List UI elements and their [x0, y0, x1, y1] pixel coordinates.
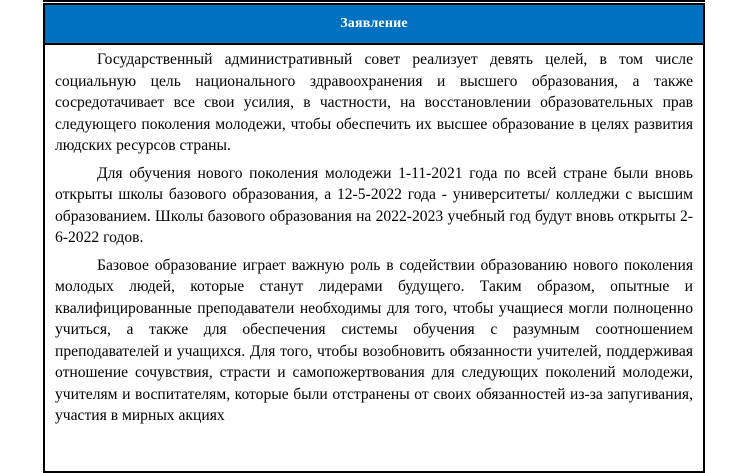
top-border-rule	[43, 0, 705, 2]
statement-header	[45, 5, 703, 45]
paragraph-1: Государственный административный совет реализует девять целей, в том числе социальную цель национального здравоохранения и высшего образования, а также сосредотачивает все свои усилия, в частности, на восстановлении образовательных прав следующего поколения молодежи, чтобы обеспечить их высшее образование в целях развития людских ресурсов страны.	[55, 51, 693, 154]
statement-title: Заявление	[340, 16, 408, 31]
paragraph-2: Для обучения нового поколения молодежи 1-11-2021 года по всей стране были вновь открыты школы базового образования, а 12-5-2022 года - университеты/ колледжи с высшим образованием. Школы базового образования на 2022-2023 учебный год будут вновь открыты 2-6-2022 годов.	[55, 164, 693, 246]
paragraph-3: Базовое образование играет важную роль в содействии образованию нового поколения молодых людей, которые станут лидерами будущего. Таким образом, опытные и квалифицированные преподаватели необходимы для того, чтобы учащиеся могли полноценно учиться, а также для обеспечения системы обучения с разумным соотношением преподавателей и учащихся. Для того, чтобы возобновить обязанности учителей, поддерживая отношение сочувствия, страсти и самопожертвования для следующих поколений молодежи, учителям и воспитателям, которые были отстранены от своих обязанностей из-за запугивания, участия в мирных акциях	[55, 256, 693, 424]
statement-box	[43, 3, 705, 473]
statement-body	[45, 45, 703, 427]
